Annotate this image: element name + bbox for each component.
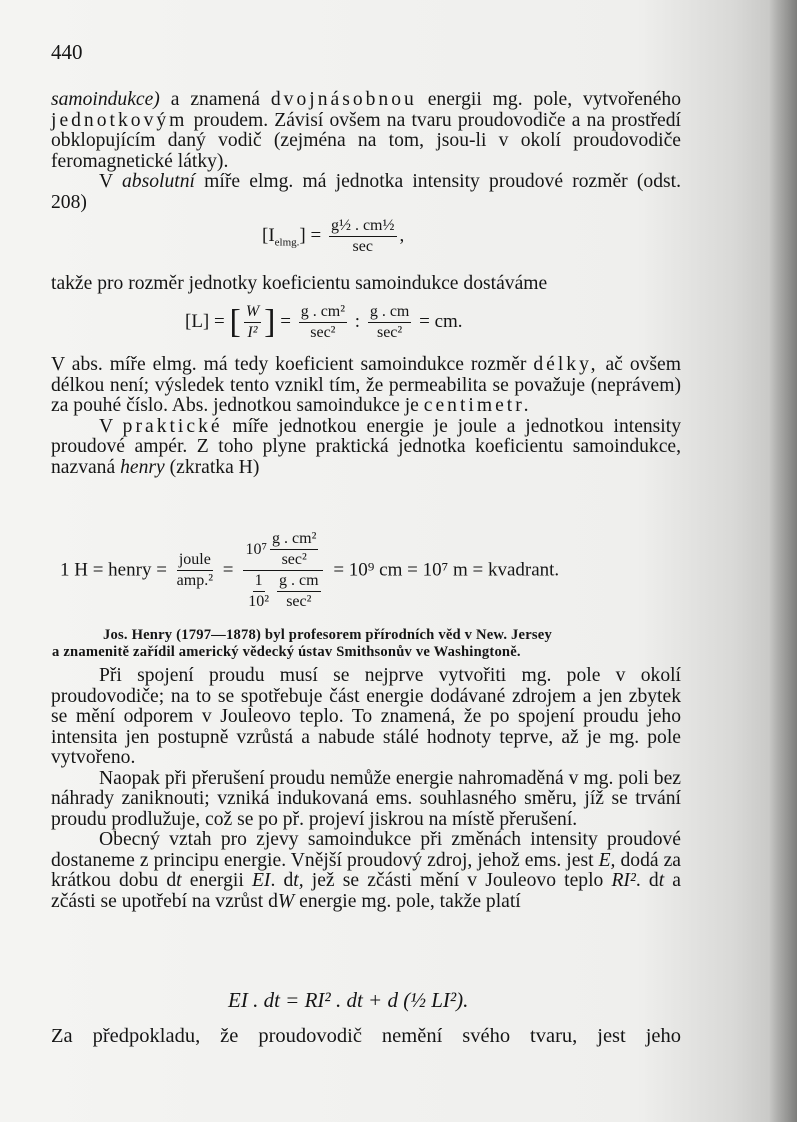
page-edge-shadow — [769, 0, 797, 1122]
text-run: (zkratka H) — [164, 456, 260, 478]
paragraph-text — [51, 830, 681, 912]
fraction-numerator: g . cm² — [270, 530, 318, 550]
fraction-denominator: sec — [352, 238, 373, 255]
text-run: dodá za krátkou dobu d — [51, 849, 681, 891]
text-italic: EI — [251, 870, 271, 891]
text-run: proudem. Závisí ovšem na tvaru proudovodiče a na prostředí obklopujícím daný vodič (zejména na tom, jsou-li v okolí proudovodiče feromagnetické látky). — [51, 109, 681, 172]
text-run: . d — [635, 870, 659, 891]
eq-operator: = — [280, 310, 291, 332]
eq-rhs: = cm. — [419, 310, 463, 332]
fraction-denominator: amp.² — [176, 572, 214, 589]
eq-operator: = — [222, 559, 234, 581]
paragraph-text: Při spojení proudu musí se nejprve vytvořiti mg. pole v okolí proudovodiče; na to se spotřebuje část energie dodávané zdrojem a jen zbytek se mění odporem v Jouleovo teplo. To znamená, že po spojení proudu jeho intensita jen postupně vzrůstá a nabude stálé hodnoty teprve, až je mg. pole vytvořeno. — [51, 665, 681, 768]
bracket-right: ] — [264, 303, 276, 341]
compound-numerator — [243, 530, 323, 571]
fraction — [277, 572, 321, 611]
fraction — [244, 303, 261, 342]
text-run: . d — [270, 870, 294, 891]
fraction — [329, 217, 397, 256]
text-run: míře jednotkou energie je joule a jednotkou intensity proudové ampér. Z toho plyne praktická jednotka koeficientu samoindukce, nazvaná — [51, 415, 681, 478]
paragraph-absolute-unit — [51, 355, 681, 478]
eq-operator: : — [354, 310, 361, 332]
text-run: míře elmg. má jednotka intensity proudové rozměr (odst. 208) — [51, 171, 681, 213]
fraction-denominator: sec² — [376, 324, 403, 341]
footnote — [52, 627, 679, 661]
fraction-numerator: g . cm — [368, 303, 412, 323]
fraction-numerator: joule — [177, 551, 213, 571]
paragraph-dimension — [51, 274, 681, 295]
text-italic: absolutní — [122, 171, 195, 192]
text-run: takže pro rozměr jednotky koeficientu samoindukce dostáváme — [51, 273, 548, 294]
text-spaced: centimetr. — [423, 395, 532, 416]
bracket-left: [ — [229, 303, 241, 341]
eq-punctuation: , — [399, 224, 405, 246]
text-spaced: dvojnásobnou — [270, 89, 417, 110]
equation-current-dimension — [262, 217, 404, 256]
text-run: energie mg. pole, takže platí — [294, 890, 521, 912]
text-run: V — [99, 171, 122, 192]
fraction — [246, 572, 271, 611]
text-run: Obecný vztah pro zjevy samoindukce při změnách intensity proudové dostaneme z principu energie. Vnější proudový zdroj, jehož ems. jest — [51, 829, 681, 871]
text-spaced: praktické — [122, 415, 223, 437]
eq-subscript: elmg. — [274, 236, 300, 249]
fraction-numerator: g½ . cm½ — [329, 217, 397, 237]
text-italic: henry — [120, 456, 165, 478]
eq-lhs: [I — [262, 224, 275, 246]
paragraph-closing — [51, 1026, 681, 1047]
fraction-numerator: g . cm² — [299, 303, 347, 323]
text-spaced: jednotkovým — [51, 109, 188, 131]
text-italic: E, — [598, 849, 616, 871]
fraction-numerator: W — [244, 303, 261, 323]
text-italic: t, — [293, 870, 304, 891]
paragraph-body — [51, 666, 681, 912]
text-italic: W — [277, 890, 295, 912]
text-italic: t — [176, 870, 182, 891]
eq-lhs: 1 H = henry = — [60, 559, 167, 581]
fraction-denominator: I² — [247, 324, 258, 341]
equation-inductance-dimension — [185, 303, 463, 342]
text-run: energii mg. pole, vytvořeného — [416, 89, 681, 110]
page-number: 440 — [51, 40, 83, 64]
text-run: ač ovšem délkou není; výsledek tento vznikl tím, že permeabilita se považuje (neprávem) za pouhé číslo. Abs. jednotkou samoindukce je — [51, 354, 681, 416]
text-run: V abs. míře elmg. má tedy koeficient samoindukce rozměr — [51, 354, 534, 375]
fraction — [299, 303, 347, 342]
text-run: a zčásti se upotřebí na vzrůst d — [51, 870, 681, 912]
fraction-numerator: 1 — [253, 572, 265, 592]
fraction-denominator: sec² — [281, 551, 307, 568]
text-run: jež se zčásti mění v Jouleovo teplo — [303, 870, 612, 891]
equation-energy-balance: EI . dt = RI² . dt + d (½ LI²). — [228, 988, 469, 1012]
eq-lhs: [L] = — [185, 310, 225, 332]
eq-operator: ] = — [299, 224, 322, 246]
paragraph-intro — [51, 90, 681, 213]
text-italic: t — [658, 870, 665, 891]
fraction-denominator: sec² — [286, 593, 312, 610]
text-italic: samoindukce) — [51, 89, 160, 110]
footnote-line: a znamenitě zařídil americký vědecký ústav Smithsonův ve Washingtoně. — [52, 644, 521, 660]
fraction-numerator: g . cm — [277, 572, 321, 592]
equation-henry — [60, 530, 559, 611]
text-run: V — [99, 415, 123, 437]
text-run: energii — [181, 870, 252, 891]
text-run: a znamená — [159, 89, 271, 110]
paragraph-text: Za předpokladu, že proudovodič nemění svého tvaru, jest jeho — [51, 1025, 681, 1047]
paragraph-text: Naopak při přerušení proudu nemůže energie nahromaděná v mg. poli bez náhrady zaniknouti; vzniká indukovaná ems. souhlasného směru, jíž se trvání proudu prodlužuje, což se po př. projeví jiskrou na místě přerušení. — [51, 767, 681, 830]
fraction — [175, 551, 215, 590]
fraction — [270, 530, 318, 569]
fraction-denominator: 10² — [248, 593, 270, 610]
compound-denominator — [241, 571, 325, 611]
fraction-denominator: sec² — [310, 324, 336, 341]
fraction — [368, 303, 412, 342]
coefficient: 10⁷ — [245, 540, 268, 558]
compound-fraction — [241, 530, 325, 611]
text-spaced: délky, — [533, 354, 599, 375]
footnote-line: Jos. Henry (1797—1878) byl profesorem přírodních věd v New. Jersey — [103, 627, 552, 643]
eq-rhs: = 10⁹ cm = 10⁷ m = kvadrant. — [333, 559, 560, 581]
text-italic: RI² — [611, 870, 636, 891]
